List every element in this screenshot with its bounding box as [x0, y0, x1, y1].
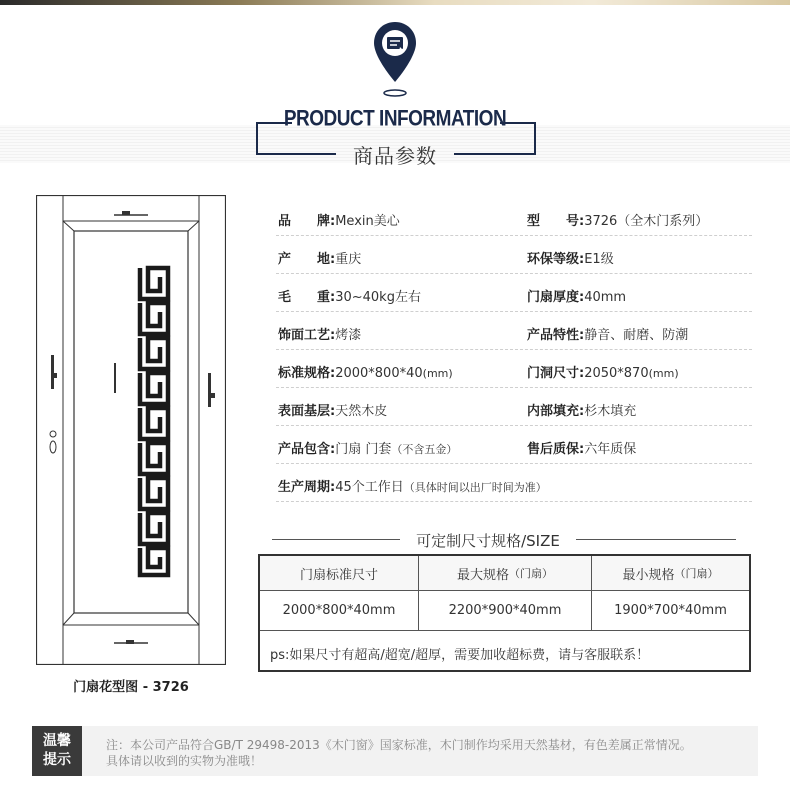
title-bracket-right	[500, 122, 536, 154]
spec-key: 门扇厚度:	[527, 290, 585, 305]
spec-value: 40mm	[584, 290, 627, 305]
spec-item	[278, 210, 400, 229]
spec-item	[527, 362, 679, 381]
spec-key: 产品包含:	[278, 442, 336, 457]
spec-value: 杉木填充	[584, 404, 637, 419]
spec-item	[278, 248, 361, 267]
spec-key: 产品特性:	[527, 328, 585, 343]
spec-key: 饰面工艺:	[278, 328, 336, 343]
spec-value: 烤漆	[335, 328, 362, 343]
spec-key: 售后质保:	[527, 442, 585, 457]
size-header-min: 最小规格 （门扇）	[622, 567, 719, 583]
door-caption: 门扇花型图 - 3726	[73, 680, 189, 695]
spec-item	[527, 400, 636, 419]
spec-value: 重庆	[335, 252, 362, 267]
spec-key: 表面基层:	[278, 404, 336, 419]
spec-row	[276, 350, 752, 388]
spec-item	[278, 324, 361, 343]
warm-tip-footer	[32, 726, 758, 776]
spec-value: Mexin美心	[335, 214, 400, 229]
spec-item	[527, 248, 614, 267]
spec-item	[278, 286, 421, 305]
spec-row	[276, 312, 752, 350]
spec-key: 产 地:	[278, 252, 336, 267]
spec-value: 六年质保	[584, 442, 637, 457]
spec-note: （具体时间以出厂时间为准）	[403, 481, 547, 494]
spec-item	[527, 286, 626, 305]
document-pin-icon	[372, 20, 418, 98]
size-header-standard: 门扇标准尺寸	[299, 567, 378, 583]
spec-note: (mm)	[422, 367, 453, 380]
spec-row	[276, 388, 752, 426]
title-chinese: 商品参数	[353, 144, 437, 168]
spec-value: 静音、耐磨、防潮	[584, 328, 689, 343]
spec-row	[276, 236, 752, 274]
warm-tip-badge: 温馨 提示	[32, 726, 82, 776]
warm-tip-text: 注：本公司产品符合GB/T 29498-2013《木门窗》国家标准，木门制作均采用天然基材，有色差属正常情况。 具体请以收到的实物为准哦！	[106, 738, 692, 768]
spec-key: 毛 重:	[278, 290, 336, 305]
spec-value: 天然木皮	[335, 404, 388, 419]
spec-key: 门洞尺寸:	[527, 366, 585, 381]
size-value-min: 1900*700*40mm	[614, 603, 727, 618]
spec-row	[276, 198, 752, 236]
spec-item	[278, 400, 387, 419]
size-table-note: ps:如果尺寸有超高/超宽/超厚，需要加收超标费，请与客服联系！	[270, 648, 650, 663]
spec-value: 30~40kg左右	[335, 290, 421, 305]
size-title-line-left	[272, 539, 404, 540]
top-decorative-strip	[0, 0, 790, 5]
spec-note: (mm)	[648, 367, 679, 380]
size-table-header	[260, 556, 749, 591]
spec-value: 2050*870	[584, 366, 649, 381]
spec-value: 2000*800*40	[335, 366, 423, 381]
size-header-max: 最大规格 （门扇）	[456, 567, 553, 583]
size-table-divider	[591, 556, 592, 630]
size-title-line-right	[574, 539, 736, 540]
spec-row	[276, 464, 752, 502]
title-underline-left	[256, 153, 336, 155]
spec-value: 3726（全木门系列）	[584, 214, 709, 229]
spec-value: 门扇 门套	[335, 442, 392, 457]
spec-item	[527, 210, 708, 229]
title-bracket-left	[256, 122, 292, 154]
spec-item	[527, 438, 636, 457]
size-value-max: 2200*900*40mm	[448, 603, 562, 618]
size-table-row	[260, 591, 749, 631]
spec-key: 生产周期:	[278, 480, 336, 495]
spec-value: 45个工作日	[335, 480, 404, 495]
door-drawing-icon	[36, 195, 226, 665]
size-value-standard: 2000*800*40mm	[282, 603, 396, 618]
title-english: PRODUCT INFORMATION	[283, 107, 507, 132]
spec-row	[276, 274, 752, 312]
spec-item	[278, 438, 457, 457]
spec-note: （不含五金）	[391, 443, 458, 456]
spec-key: 型 号:	[527, 214, 585, 229]
spec-value: E1级	[584, 252, 614, 267]
size-title: 可定制尺寸规格/SIZE	[400, 530, 576, 551]
spec-key: 环保等级:	[527, 252, 585, 267]
spec-key: 内部填充:	[527, 404, 585, 419]
spec-item	[278, 476, 547, 495]
size-table	[258, 554, 751, 672]
spec-item	[527, 324, 688, 343]
size-table-divider	[418, 556, 419, 630]
spec-row	[276, 426, 752, 464]
spec-item	[278, 362, 453, 381]
spec-key: 品 牌:	[278, 214, 336, 229]
title-underline-right	[454, 153, 536, 155]
spec-key: 标准规格:	[278, 366, 336, 381]
